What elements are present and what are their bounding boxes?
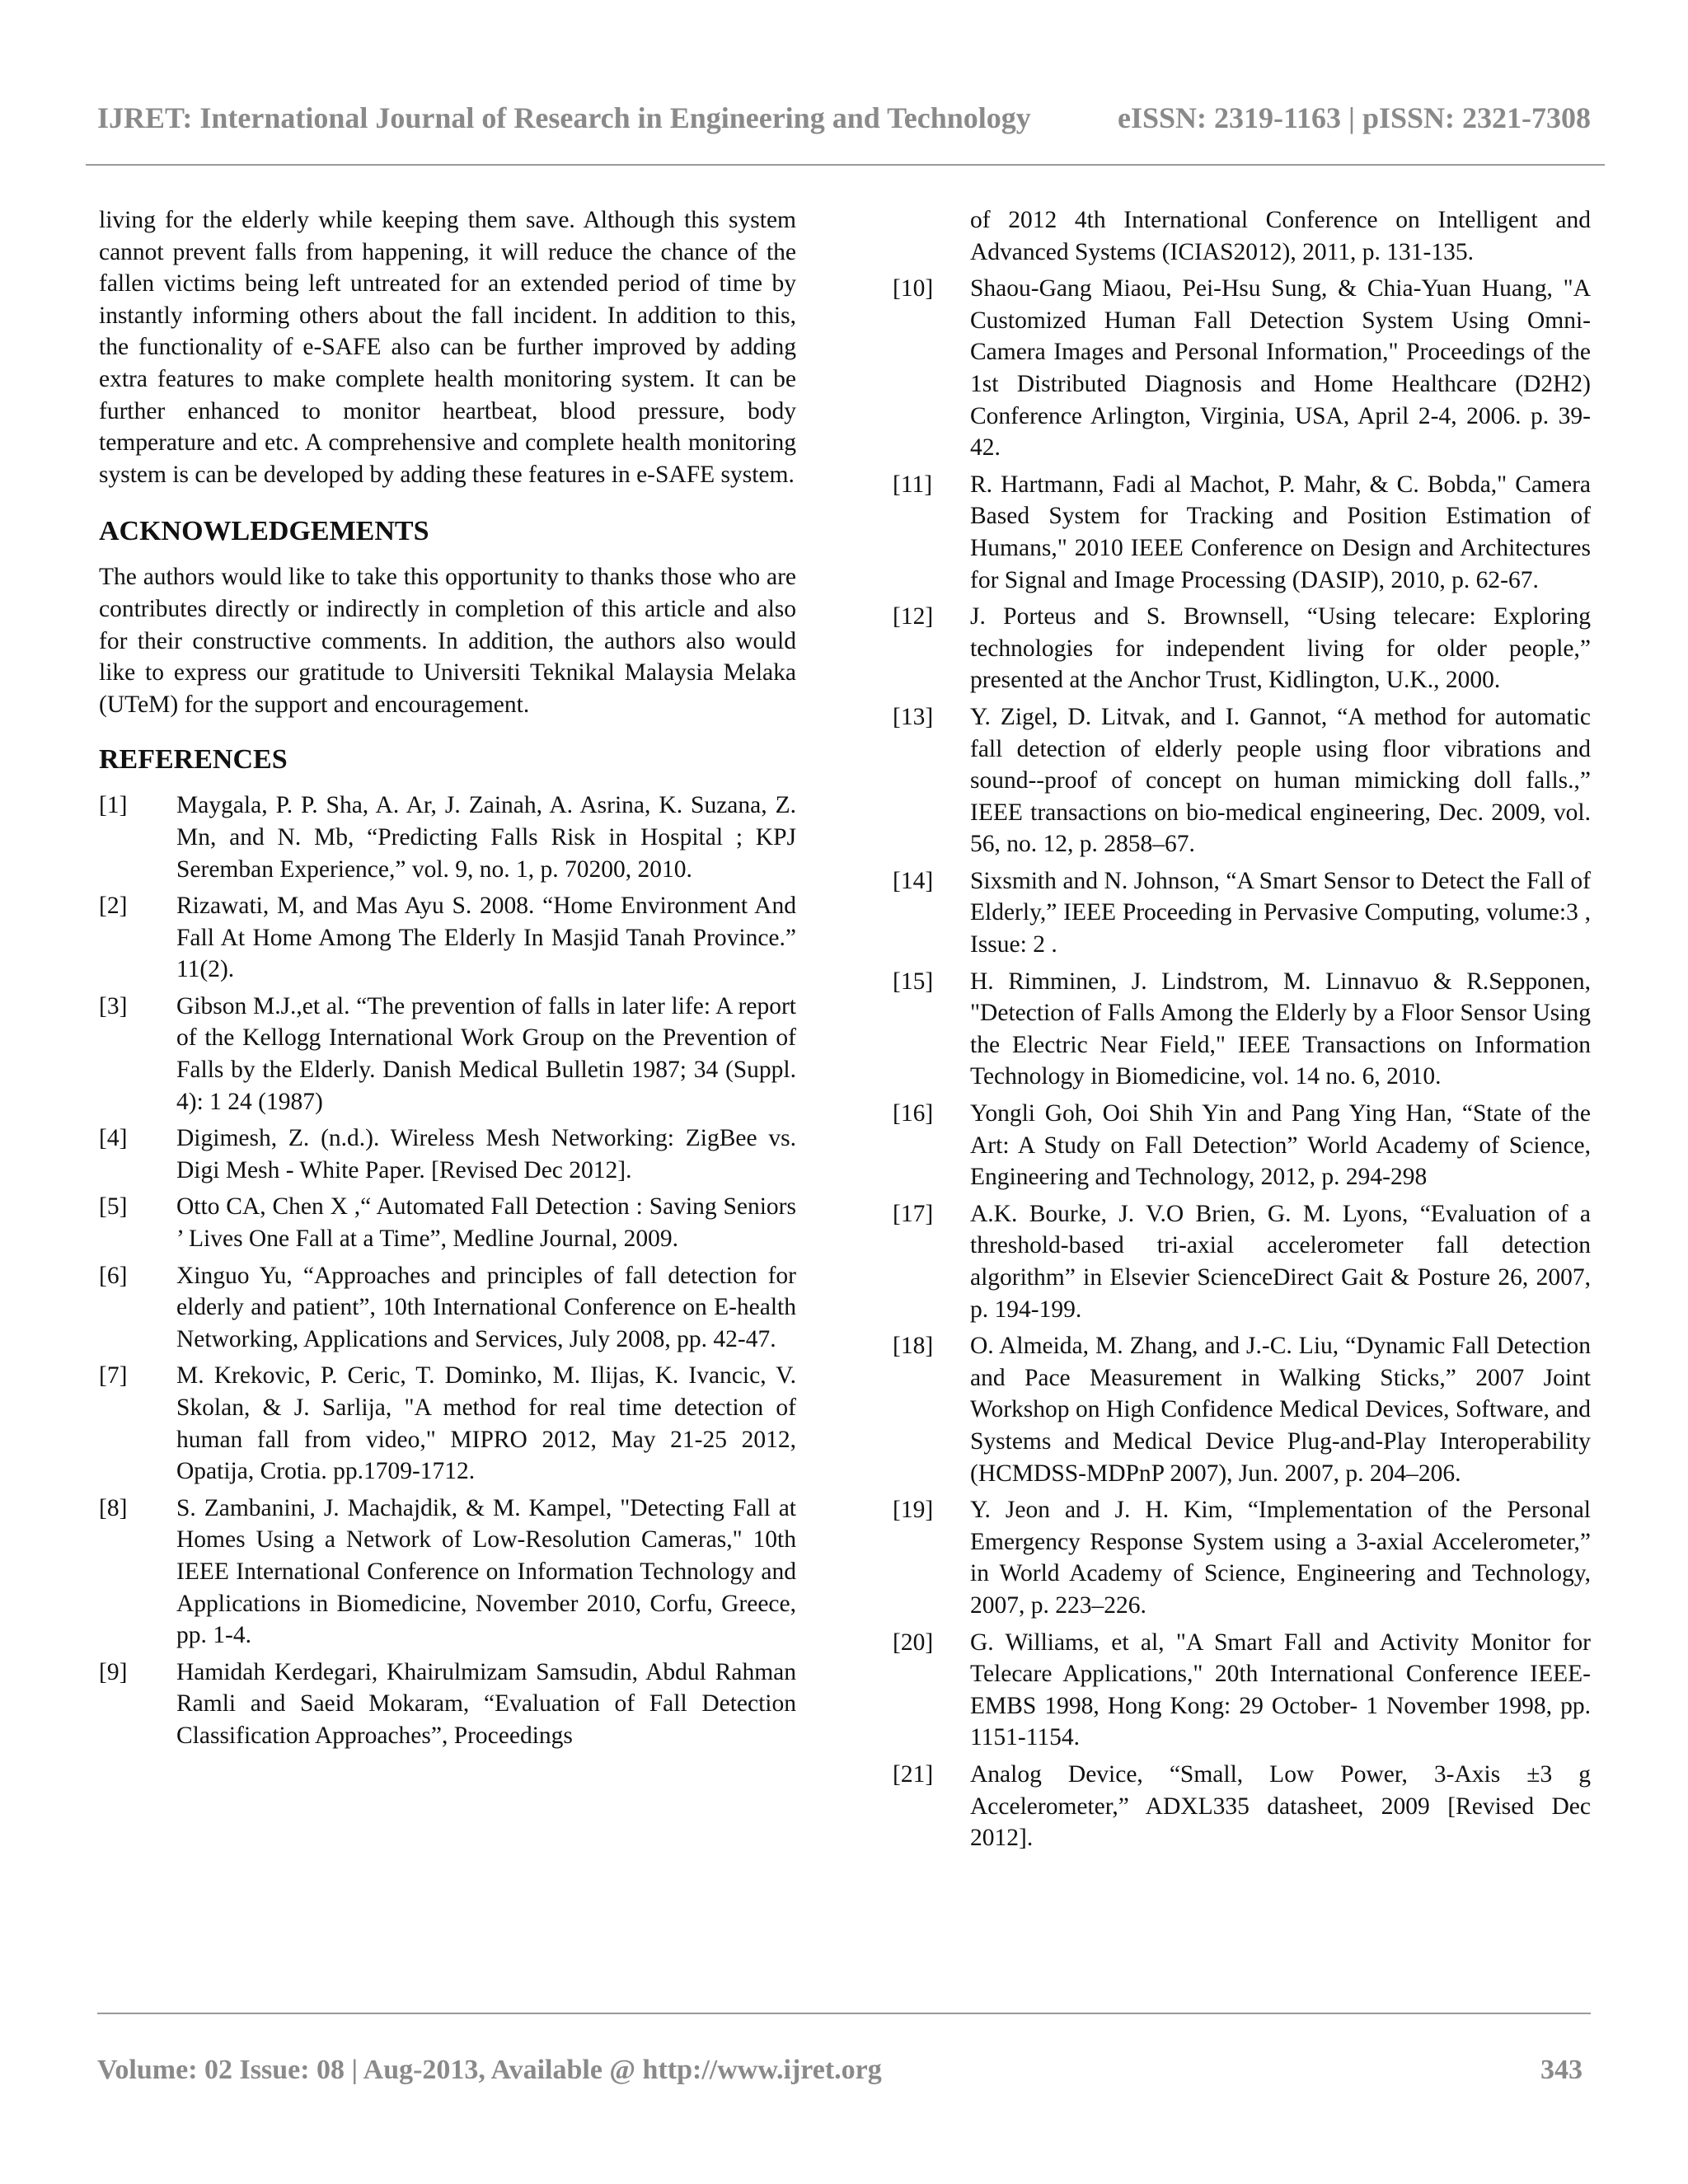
reference-number: [9] [99,1658,128,1685]
reference-text: Xinguo Yu, “Approaches and principles of fall detection for elderly and patient”, 10th International Conference on E-health Networking, Applications and Services, July 2008, pp. 42-47. [176,1262,796,1352]
reference-number: [15] [893,968,934,995]
reference-number: [5] [99,1193,128,1221]
footer-rule [97,2013,1591,2014]
reference-item [893,1494,1591,1621]
reference-number: [10] [893,275,934,302]
reference-number: [17] [893,1200,934,1227]
references-heading: REFERENCES [99,744,288,776]
reference-item [893,1627,1591,1754]
reference-item [893,865,1591,961]
reference-number: [4] [99,1125,128,1152]
reference-item [99,890,796,986]
reference-text: S. Zambanini, J. Machajdik, & M. Kampel, "Detecting Fall at Homes Using a Network of Low-Resolution Cameras," 10th IEEE International Conference on Information Technology and Applications in Biomedicine, November 2010, Corfu, Greece, pp. 1-4. [176,1494,796,1649]
reference-text: M. Krekovic, P. Ceric, T. Dominko, M. Ilijas, K. Ivancic, V. Skolan, & J. Sarlija, "A method for real time detection of human fall from video," MIPRO 2012, May 21-25 2012, Opatija, Crotia. pp.1709-1712. [176,1362,796,1485]
reference-item [893,1759,1591,1854]
reference-text: Y. Zigel, D. Litvak, and I. Gannot, “A method for automatic fall detection of elderly people using floor vibrations and sound--proof of concept on human mimicking doll falls.,” IEEE transactions on bio-medical engineering, Dec. 2009, vol. 56, no. 12, p. 2858–67. [970,703,1591,858]
issn-info: eISSN: 2319-1163 | pISSN: 2321-7308 [1118,101,1591,134]
reference-item [99,1260,796,1356]
reference-number: [2] [99,893,128,920]
reference-number: [19] [893,1497,934,1524]
reference-item [893,966,1591,1093]
reference-number: [8] [99,1494,128,1521]
reference-number: [6] [99,1262,128,1289]
reference-number: [3] [99,992,128,1019]
intro-paragraph: living for the elderly while keeping them save. Although this system cannot prevent falls from happening, it will reduce the chance of the fallen victims being left untreated for an extended period of time by instantly informing others about the fall incident. In addition to this, the functionality of e-SAFE also can be further improved by adding extra features to make complete health monitoring system. It can be further enhanced to monitor heartbeat, blood pressure, body temperature and etc. A comprehensive and complete health monitoring system is can be developed by adding these features in e-SAFE system. [99,207,796,488]
reference-item [893,1198,1591,1325]
reference-number: [21] [893,1760,934,1788]
reference-item [99,1493,796,1652]
reference-number: [13] [893,703,934,730]
page-footer [97,2050,1591,2090]
acknowledgements-heading: ACKNOWLEDGEMENTS [99,516,429,547]
reference-text: Rizawati, M, and Mas Ayu S. 2008. “Home Environment And Fall At Home Among The Elderly In Masjid Tanah Province.” 11(2). [176,893,796,983]
reference-text: Y. Jeon and J. H. Kim, “Implementation of the Personal Emergency Response System using a 3-axial Accelerometer,” in World Academy of Science, Engineering and Technology, 2007, p. 223–226. [970,1497,1591,1619]
reference-text: Analog Device, “Small, Low Power, 3-Axis ±3 g Accelerometer,” ADXL335 datasheet, 2009 [Revised Dec 2012]. [970,1760,1591,1852]
reference-text: Gibson M.J.,et al. “The prevention of falls in later life: A report of the Kellogg International Work Group on the Prevention of Falls by the Elderly. Danish Medical Bulletin 1987; 34 (Suppl. 4): 1 24 (1987) [176,992,796,1115]
reference-continuation: of 2012 4th International Conference on Intelligent and Advanced Systems (ICIAS2012), 2011, p. 131-135. [970,207,1591,265]
reference-text: O. Almeida, M. Zhang, and J.-C. Liu, “Dynamic Fall Detection and Pace Measurement in Walking Sticks,” 2007 Joint Workshop on High Confidence Medical Devices, Software, and Systems and Medical Device Plug-and-Play Interoperability (HCMDSS-MDPnP 2007), Jun. 2007, p. 204–206. [970,1333,1591,1487]
page-header [97,97,1591,138]
reference-number: [12] [893,603,934,630]
reference-text: Shaou-Gang Miaou, Pei-Hsu Sung, & Chia-Yuan Huang, "A Customized Human Fall Detection System Using Omni-Camera Images and Personal Information," Proceedings of the 1st Distributed Diagnosis and Home Healthcare (D2H2) Conference Arlington, Virginia, USA, April 2-4, 2006. p. 39-42. [970,275,1591,462]
left-column [99,204,796,1757]
reference-item [893,1098,1591,1193]
reference-item [893,273,1591,464]
volume-info: Volume: 02 Issue: 08 | Aug-2013, Available @ http://www.ijret.org [97,2055,882,2085]
reference-text: R. Hartmann, Fadi al Machot, P. Mahr, & C. Bobda," Camera Based System for Tracking and Position Estimation of Humans," 2010 IEEE Conference on Design and Architectures for Signal and Image Processing (DASIP), 2010, p. 62-67. [970,471,1591,593]
reference-text: Sixsmith and N. Johnson, “A Smart Sensor to Detect the Fall of Elderly,” IEEE Proceeding in Pervasive Computing, volume:3 , Issue: 2 . [970,867,1591,958]
reference-item [893,1330,1591,1489]
reference-item [99,790,796,885]
reference-item [99,1122,796,1186]
reference-item [99,1360,796,1487]
acknowledgements-text: The authors would like to take this opportunity to thanks those who are contributes directly or indirectly in completion of this article and also for their constructive comments. In addition, the authors also would like to express our gratitude to Universiti Teknikal Malaysia Melaka (UTeM) for the support and encouragement. [99,564,796,718]
header-rule [86,164,1605,166]
right-column [893,204,1591,1859]
reference-text: Hamidah Kerdegari, Khairulmizam Samsudin, Abdul Rahman Ramli and Saeid Mokaram, “Evaluation of Fall Detection Classification Approaches”, Proceedings [176,1658,796,1749]
page-number: 343 [1540,2055,1582,2085]
reference-text: A.K. Bourke, J. V.O Brien, G. M. Lyons, “Evaluation of a threshold-based tri-axial accelerometer fall detection algorithm” in Elsevier ScienceDirect Gait & Posture 26, 2007, p. 194-199. [970,1200,1591,1323]
reference-item [99,1191,796,1254]
reference-text: Maygala, P. P. Sha, A. Ar, J. Zainah, A. Asrina, K. Suzana, Z. Mn, and N. Mb, “Predicting Falls Risk in Hospital ; KPJ Seremban Experience,” vol. 9, no. 1, p. 70200, 2010. [176,792,796,883]
reference-text: Otto CA, Chen X ,“ Automated Fall Detection : Saving Seniors ’ Lives One Fall at a Time”, Medline Journal, 2009. [176,1193,796,1253]
reference-number: [11] [893,471,933,498]
reference-text: Yongli Goh, Ooi Shih Yin and Pang Ying Han, “State of the Art: A Study on Fall Detection” World Academy of Science, Engineering and Technology, 2012, p. 294-298 [970,1100,1591,1191]
reference-number: [20] [893,1629,934,1656]
reference-item [893,701,1591,860]
reference-number: [7] [99,1362,128,1390]
reference-item [893,469,1591,596]
reference-number: [18] [893,1333,934,1360]
reference-text: J. Porteus and S. Brownsell, “Using telecare: Exploring technologies for independent living for older people,” presented at the Anchor Trust, Kidlington, U.K., 2000. [970,603,1591,694]
reference-text: H. Rimminen, J. Lindstrom, M. Linnavuo & R.Sepponen, "Detection of Falls Among the Elderly by a Floor Sensor Using the Electric Near Field," IEEE Transactions on Information Technology in Biomedicine, vol. 14 no. 6, 2010. [970,968,1591,1090]
reference-text: G. Williams, et al, "A Smart Fall and Activity Monitor for Telecare Applications," 20th International Conference IEEE-EMBS 1998, Hong Kong: 29 October- 1 November 1998, pp. 1151-1154. [970,1629,1591,1751]
reference-item [99,1657,796,1752]
reference-number: [14] [893,867,934,894]
reference-number: [16] [893,1100,934,1127]
reference-number: [1] [99,792,128,819]
journal-title: IJRET: International Journal of Research in Engineering and Technology [97,101,1031,134]
reference-text: Digimesh, Z. (n.d.). Wireless Mesh Networking: ZigBee vs. Digi Mesh - White Paper. [Revised Dec 2012]. [176,1125,796,1183]
reference-item [893,601,1591,696]
reference-item [99,991,796,1118]
